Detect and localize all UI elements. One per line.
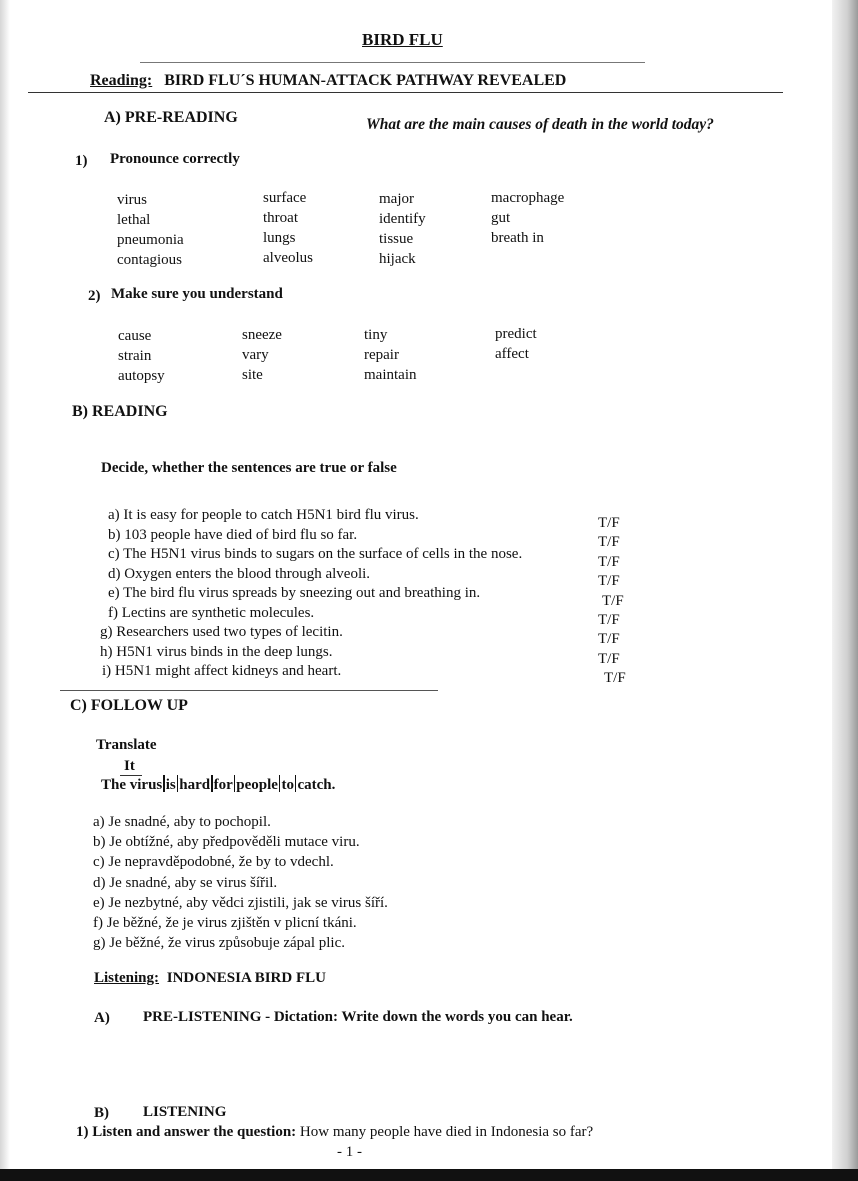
translation-item: g) Je běžné, že virus způsobuje zápal plic. xyxy=(93,935,345,952)
tf-option[interactable]: T/F xyxy=(598,553,620,570)
sentence: f) Lectins are synthetic molecules. xyxy=(108,604,315,621)
reading-title: BIRD FLU´S HUMAN-ATTACK PATHWAY REVEALED xyxy=(164,72,567,89)
word: tiny xyxy=(364,327,388,343)
word: predict xyxy=(495,326,537,342)
pronounce-column-4 xyxy=(491,188,564,248)
understand-column-4 xyxy=(495,324,537,364)
translation-item: a) Je snadné, aby to pochopil. xyxy=(93,814,271,830)
listening-question xyxy=(76,1124,593,1141)
true-false-column xyxy=(598,514,626,689)
translation-item: c) Je nepravděpodobné, že by to vdechl. xyxy=(93,854,334,871)
model-word: for xyxy=(213,777,233,793)
word: macrophage xyxy=(491,190,565,206)
sentence: i) H5N1 might affect kidneys and heart. xyxy=(102,663,342,679)
translation-item: d) Je snadné, aby se virus šířil. xyxy=(93,874,278,891)
model-sentence xyxy=(101,775,335,794)
question-text: How many people have died in Indonesia so far? xyxy=(299,1124,594,1140)
word: repair xyxy=(364,347,399,363)
scan-shadow-bottom xyxy=(0,1169,858,1181)
word: site xyxy=(242,367,263,383)
tf-option[interactable]: T/F xyxy=(598,515,620,531)
pronounce-number: 1) xyxy=(75,153,88,169)
follow-up-heading: C) FOLLOW UP xyxy=(70,697,188,714)
sentence: a) It is easy for people to catch H5N1 bird flu virus. xyxy=(108,507,419,523)
word: vary xyxy=(242,347,269,363)
pronounce-column-3 xyxy=(379,189,426,269)
word: cause xyxy=(118,328,152,344)
reading-heading: B) READING xyxy=(72,403,168,420)
scan-shadow-left xyxy=(0,0,10,1181)
understand-number: 2) xyxy=(88,288,101,304)
pre-listening-letter: A) xyxy=(94,1010,110,1026)
reading-label: Reading: xyxy=(90,72,153,89)
model-word: hard xyxy=(179,777,211,793)
title-rule xyxy=(140,62,645,63)
translation-item: f) Je běžné, že je virus zjištěn v plicní tkáni. xyxy=(93,914,357,931)
true-false-sentences xyxy=(100,506,522,682)
translation-item: b) Je obtížné, aby předpověděli mutace viru. xyxy=(93,834,360,851)
word: gut xyxy=(491,210,511,226)
word: surface xyxy=(263,190,307,206)
word: virus xyxy=(117,192,147,208)
tf-option[interactable]: T/F xyxy=(604,670,626,687)
tf-option[interactable]: T/F xyxy=(598,534,620,551)
tf-option[interactable]: T/F xyxy=(602,592,624,609)
follow-up-rule xyxy=(60,690,438,691)
word: affect xyxy=(495,346,529,362)
pre-listening-text: PRE-LISTENING - Dictation: Write down the words you can hear. xyxy=(143,1009,573,1025)
tf-option[interactable]: T/F xyxy=(598,631,620,648)
scan-shadow-right xyxy=(832,0,858,1181)
model-word: to xyxy=(281,777,294,793)
word: lungs xyxy=(263,230,296,246)
model-word: catch. xyxy=(297,777,336,793)
sentence: g) Researchers used two types of lecitin. xyxy=(100,624,343,640)
understand-heading: Make sure you understand xyxy=(111,286,283,302)
understand-column-1 xyxy=(118,326,165,386)
listening-label: Listening: xyxy=(94,970,160,986)
translation-item: e) Je nezbytné, aby vědci zjistili, jak se virus šíří. xyxy=(93,894,388,911)
sentence: h) H5N1 virus binds in the deep lungs. xyxy=(100,643,333,660)
pre-reading-question: What are the main causes of death in the world today? xyxy=(366,116,714,133)
word: maintain xyxy=(364,367,417,383)
word: sneeze xyxy=(242,327,282,343)
model-replacement-word: It xyxy=(124,758,135,774)
word: tissue xyxy=(379,231,414,247)
word: throat xyxy=(263,210,298,226)
sentence: b) 103 people have died of bird flu so far. xyxy=(108,526,358,543)
understand-column-2 xyxy=(242,325,282,385)
understand-column-3 xyxy=(364,325,417,385)
word: lethal xyxy=(117,212,151,228)
pronounce-heading: Pronounce correctly xyxy=(110,151,240,167)
pronounce-column-1 xyxy=(117,190,184,270)
word: contagious xyxy=(117,252,182,268)
page-title: BIRD FLU xyxy=(362,30,443,49)
tf-option[interactable]: T/F xyxy=(598,611,620,628)
word: identify xyxy=(379,211,426,227)
word: strain xyxy=(118,348,152,364)
model-word: is xyxy=(165,777,176,793)
sentence: d) Oxygen enters the blood through alveoli. xyxy=(108,565,371,582)
listening-header xyxy=(94,970,326,987)
word: breath in xyxy=(491,230,544,246)
sentence: e) The bird flu virus spreads by sneezing out and breathing in. xyxy=(108,585,481,601)
word: major xyxy=(379,191,414,207)
word: pneumonia xyxy=(117,232,184,248)
translation-exercises xyxy=(93,812,388,953)
word: autopsy xyxy=(118,368,165,384)
listening-letter: B) xyxy=(94,1105,109,1121)
header-rule xyxy=(28,92,783,93)
model-word: The virus xyxy=(101,777,163,793)
question-instruction: 1) Listen and answer the question: xyxy=(76,1124,297,1140)
listening-title: INDONESIA BIRD FLU xyxy=(166,970,326,986)
tf-option[interactable]: T/F xyxy=(598,573,620,590)
word: alveolus xyxy=(263,250,313,266)
pronounce-column-2 xyxy=(263,188,313,268)
translate-label: Translate xyxy=(96,737,157,753)
pre-reading-heading: A) PRE-READING xyxy=(104,109,238,126)
tf-option[interactable]: T/F xyxy=(598,650,620,667)
sentence: c) The H5N1 virus binds to sugars on the surface of cells in the nose. xyxy=(108,546,523,562)
listening-text: LISTENING xyxy=(143,1104,227,1120)
page-number: - 1 - xyxy=(337,1144,362,1160)
reading-header xyxy=(90,72,566,90)
model-word: people xyxy=(236,777,278,793)
reading-instruction: Decide, whether the sentences are true or false xyxy=(101,460,397,476)
word: hijack xyxy=(379,251,416,267)
